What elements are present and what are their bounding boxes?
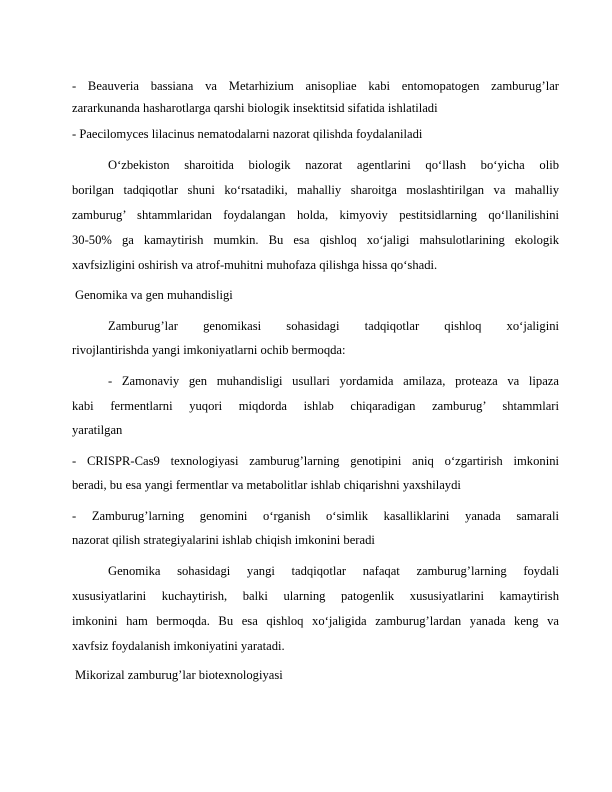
text-line: borilgan tadqiqotlar shuni koʻrsatadiki, mahalliy sharoitga moslashtirilgan va mahalliy xyxy=(72,183,559,197)
text-line: - CRISPR-Cas9 texnologiyasi zamburug’larning genotipini aniq oʻzgartirish imkonini xyxy=(72,454,559,468)
text-line: xususiyatlarini kuchaytirish, balki ularning patogenlik xususiyatlarini kamaytirish xyxy=(72,589,559,603)
text-line: xavfsiz foydalanish imkoniyatini yaratadi. xyxy=(72,639,285,653)
text-line: zararkunanda hasharotlarga qarshi biologik insektitsid sifatida ishlatiladi xyxy=(72,101,438,115)
text-line: Zamburug’lar genomikasi sohasidagi tadqiqotlar qishloq xoʻjaligini xyxy=(108,319,559,333)
text-line: Oʻzbekiston sharoitida biologik nazorat agentlarini qoʻllash boʻyicha olib xyxy=(108,158,559,172)
section-heading-mycorrhizal: Mikorizal zamburug’lar biotexnologiyasi xyxy=(75,668,283,682)
text-line: kabi fermentlarni yuqori miqdorda ishlab chiqaradigan zamburug’ shtammlari xyxy=(72,399,559,413)
section-heading-genomics: Genomika va gen muhandisligi xyxy=(75,288,233,302)
text-line: xavfsizligini oshirish va atrof-muhitni muhofaza qilishga hissa qoʻshadi. xyxy=(72,258,438,272)
text-line: zamburug’ shtammlaridan foydalangan holda, kimyoviy pestitsidlarning qoʻllanilishini xyxy=(72,208,559,222)
text-line: - Zamonaviy gen muhandisligi usullari yordamida amilaza, proteaza va lipaza xyxy=(108,374,559,388)
text-line: imkonini ham bermoqda. Bu esa qishloq xoʻjaligida zamburug’lardan yanada keng va xyxy=(72,614,559,628)
text-line: - Paecilomyces lilacinus nematodalarni nazorat qilishda foydalaniladi xyxy=(72,127,423,141)
text-line: beradi, bu esa yangi fermentlar va metabolitlar ishlab chiqarishni yaxshilaydi xyxy=(72,478,461,492)
text-line: Genomika sohasidagi yangi tadqiqotlar nafaqat zamburug’larning foydali xyxy=(108,564,559,578)
text-line: - Beauveria bassiana va Metarhizium anisopliae kabi entomopatogen zamburug’lar xyxy=(72,79,559,93)
text-line: - Zamburug’larning genomini oʻrganish oʻsimlik kasalliklarini yanada samarali xyxy=(72,509,559,523)
text-line: rivojlantirishda yangi imkoniyatlarni ochib bermoqda: xyxy=(72,343,346,357)
text-line: yaratilgan xyxy=(72,423,123,437)
text-line: nazorat qilish strategiyalarini ishlab chiqish imkonini beradi xyxy=(72,533,375,547)
text-line: 30-50% ga kamaytirish mumkin. Bu esa qishloq xoʻjaligi mahsulotlarining ekologik xyxy=(72,233,559,247)
